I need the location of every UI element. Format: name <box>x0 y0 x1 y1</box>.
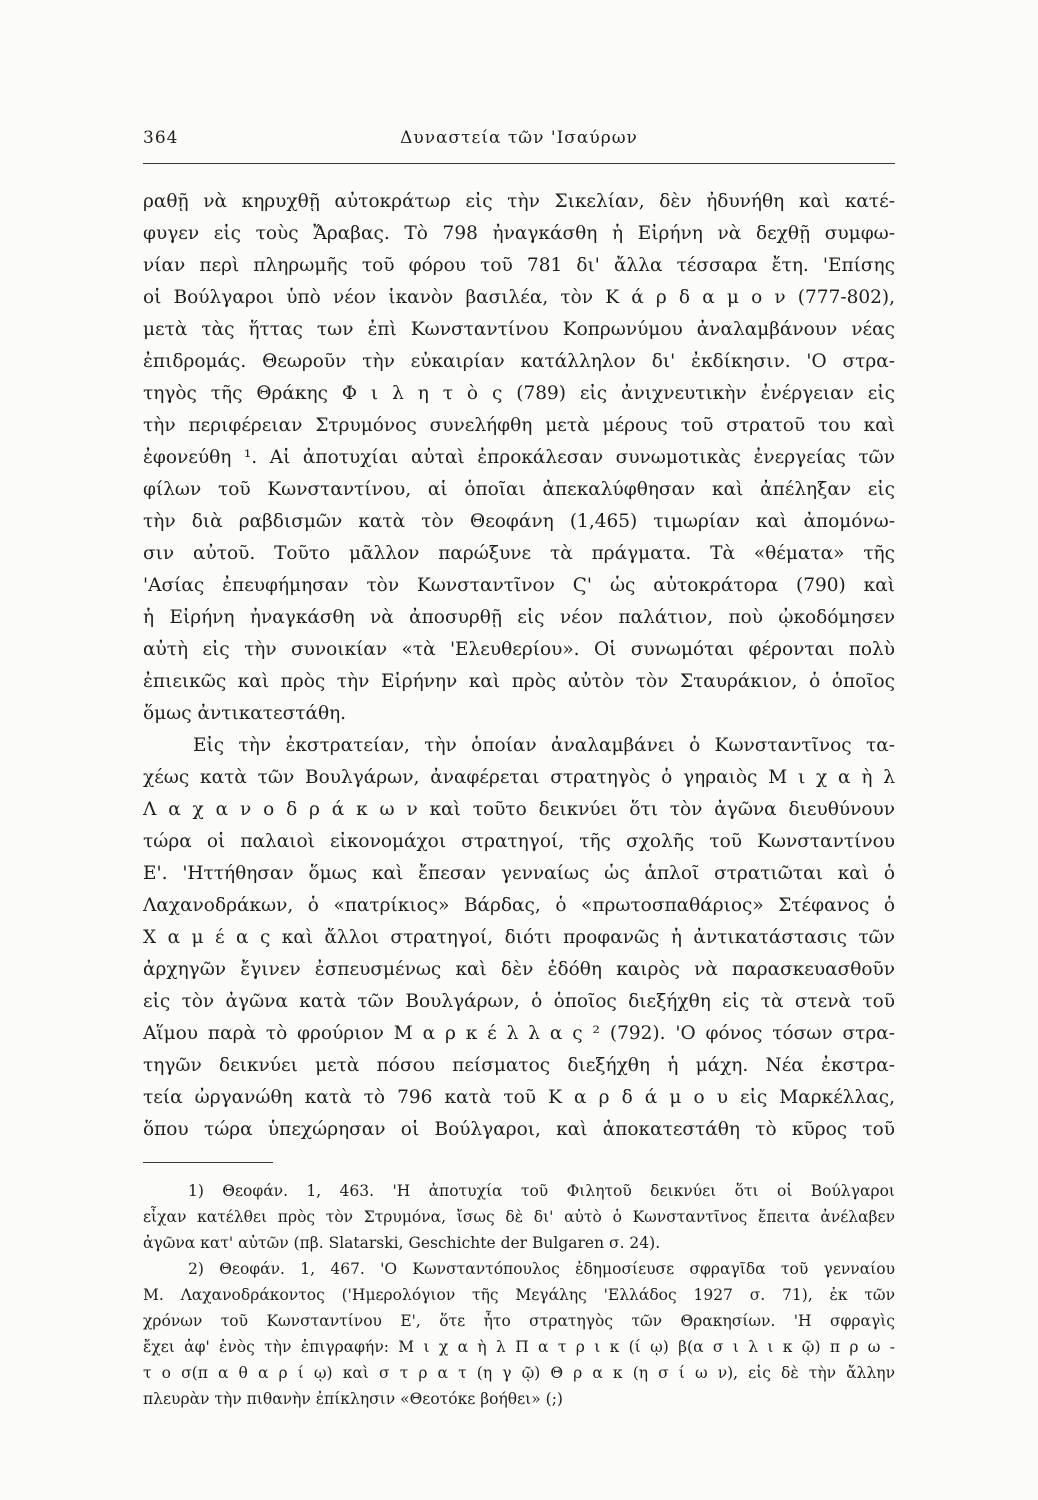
text-line: τώρα οἱ παλαιοὶ εἰκονομάχοι στρατηγοί, τῆς σχολῆς τοῦ Κωνσταντίνου <box>143 831 895 852</box>
text-line: σιν αὐτοῦ. Τοῦτο μᾶλλον παρώξυνε τὰ πράγματα. Τὰ «θέματα» τῆς <box>143 543 895 564</box>
text-line: τεία ὠργανώθη κατὰ τὸ 796 κατὰ τοῦ Κ α ρ δ ά μ ο υ εἰς Μαρκέλλας, <box>143 1087 895 1108</box>
text-line: ὅπου τώρα ὑπεχώρησαν οἱ Βούλγαροι, καὶ ἀποκατεστάθη τὸ κῦρος τοῦ <box>143 1119 895 1140</box>
text-line: φίλων τοῦ Κωνσταντίνου, αἱ ὁποῖαι ἀπεκαλύφθησαν καὶ ἀπέληξαν εἰς <box>143 479 895 500</box>
text-line: νίαν περὶ πληρωμῆς τοῦ φόρου τοῦ 781 δι' ἄλλα τέσσαρα ἔτη. 'Επίσης <box>143 255 895 276</box>
text-line: χέως κατὰ τῶν Βουλγάρων, ἀναφέρεται στρατηγὸς ὁ γηραιὸς Μ ι χ α ὴ λ <box>143 767 895 788</box>
footnote-2-line: Μ. Λαχανοδράκοντος ('Ημερολόγιον τῆς Μεγάλης 'Ελλάδος 1927 σ. 71), ἐκ τῶν <box>143 1286 895 1304</box>
text-line: ἐφονεύθη ¹. Αἱ ἀποτυχίαι αὐταὶ ἐπροκάλεσαν συνωμοτικὰς ἐνεργείας τῶν <box>143 447 895 468</box>
page-header <box>143 128 895 156</box>
text-line: οἱ Βούλγαροι ὑπὸ νέον ἱκανὸν βασιλέα, τὸν Κ ά ρ δ α μ ο ν (777-802), <box>143 287 895 308</box>
footnote-1-line: ἀγῶνα κατ' αὐτῶν (πβ. Slatarski, Geschichte der Bulgaren σ. 24). <box>143 1234 661 1252</box>
text-line: τηγὸς τῆς Θράκης Φ ι λ η τ ὸ ς (789) εἰς ἀνιχνευτικὴν ἐνέργειαν εἰς <box>143 383 895 404</box>
text-line: Αἵμου παρὰ τὸ φρούριον Μ α ρ κ έ λ λ α ς ² (792). 'Ο φόνος τόσων στρα- <box>143 1023 895 1044</box>
text-line: Λ α χ α ν ο δ ρ ά κ ω ν καὶ τοῦτο δεικνύει ὅτι τὸν ἀγῶνα διευθύνουν <box>143 799 895 820</box>
footnote-2-line: χρόνων τοῦ Κωνσταντίνου Ε', ὅτε ἦτο στρατηγὸς τῶν Θρακησίων. 'Η σφραγὶς <box>143 1312 895 1330</box>
footnote-1-line: 1) Θεοφάν. 1, 463. 'Η ἀποτυχία τοῦ Φιλητοῦ δεικνύει ὅτι οἱ Βούλγαροι <box>188 1182 895 1200</box>
text-line: φυγεν εἰς τοὺς Ἄραβας. Τὸ 798 ἠναγκάσθη ἡ Εἰρήνη νὰ δεχθῇ συμφω- <box>143 223 895 244</box>
running-head: Δυναστεία τῶν 'Ισαύρων <box>400 128 638 148</box>
text-line: ὅμως ἀντικατεστάθη. <box>143 703 347 724</box>
header-rule <box>143 163 895 164</box>
text-line: ἡ Εἰρήνη ἠναγκάσθη νὰ ἀποσυρθῇ εἰς νέον παλάτιον, ποὺ ᾠκοδόμησεν <box>143 607 895 628</box>
page-number: 364 <box>143 128 179 148</box>
text-line: ἐπιεικῶς καὶ πρὸς τὴν Εἰρήνην καὶ πρὸς αὐτὸν τὸν Σταυράκιον, ὁ ὁποῖος <box>143 671 895 692</box>
paragraph-first-line: Εἰς τὴν ἐκστρατείαν, τὴν ὁποίαν ἀναλαμβάνει ὁ Κωνσταντῖνος τα- <box>193 735 895 756</box>
text-line: ραθῇ νὰ κηρυχθῇ αὐτοκράτωρ εἰς τὴν Σικελίαν, δὲν ἠδυνήθη καὶ κατέ- <box>143 191 895 212</box>
text-line: Χ α μ έ α ς καὶ ἄλλοι στρατηγοί, διότι προφανῶς ἡ ἀντικατάστασις τῶν <box>143 927 895 948</box>
text-line: Ε'. 'Ηττήθησαν ὅμως καὶ ἔπεσαν γενναίως ὡς ἁπλοῖ στρατιῶται καὶ ὁ <box>143 863 895 884</box>
footnote-1-line: εἶχαν κατέλθει πρὸς τὸν Στρυμόνα, ἴσως δὲ δι' αὐτὸ ὁ Κωνσταντῖνος ἔπειτα ἀνέλαβεν <box>143 1208 895 1226</box>
text-line: ἐπιδρομάς. Θεωροῦν τὴν εὐκαιρίαν κατάλληλον δι' ἐκδίκησιν. 'Ο στρα- <box>143 351 895 372</box>
text-line: 'Ασίας ἐπευφήμησαν τὸν Κωνσταντῖνον Ϛ' ὡς αὐτοκράτορα (790) καὶ <box>143 575 895 596</box>
text-line: τὴν διὰ ραβδισμῶν κατὰ τὸν Θεοφάνη (1,465) τιμωρίαν καὶ ἀπομόνω- <box>143 511 895 532</box>
text-line: ἀρχηγῶν ἔγινεν ἐσπευσμένως καὶ δὲν ἐδόθη καιρὸς νὰ παρασκευασθοῦν <box>143 959 895 980</box>
text-line: τηγῶν δεικνύει μετὰ πόσου πείσματος διεξήχθη ἡ μάχη. Νέα ἐκστρα- <box>143 1055 895 1076</box>
text-line: Λαχανοδράκων, ὁ «πατρίκιος» Βάρδας, ὁ «πρωτοσπαθάριος» Στέφανος ὁ <box>143 895 895 916</box>
footnote-2-line: πλευρὰν τὴν πιθανὴν ἐπίκλησιν «Θεοτόκε βοήθει» (;) <box>143 1390 563 1408</box>
footnote-2-line: τ ο σ(π α θ α ρ ί ῳ) καὶ σ τ ρ α τ (η γ ῷ) Θ ρ α κ (η σ ί ω ν), εἰς δὲ τὴν ἄλλην <box>143 1364 895 1382</box>
footnote-2-line: 2) Θεοφάν. 1, 467. 'Ο Κωνσταντόπουλος ἐδημοσίευσε σφραγῖδα τοῦ γενναίου <box>188 1260 895 1278</box>
text-line: εἰς τὸν ἀγῶνα κατὰ τῶν Βουλγάρων, ὁ ὁποῖος διεξήχθη εἰς τὰ στενὰ τοῦ <box>143 991 895 1012</box>
text-line: μετὰ τὰς ἥττας των ἐπὶ Κωνσταντίνου Κοπρωνύμου ἀναλαμβάνουν νέας <box>143 319 895 340</box>
footnote-2-line: ἔχει ἀφ' ἑνὸς τὴν ἐπιγραφήν: Μ ι χ α ὴ λ Π α τ ρ ι κ (ί ῳ) β(α σ ι λ ι κ ῷ) π ρ ω - <box>143 1338 895 1356</box>
footnote-rule <box>143 1162 273 1163</box>
text-line: τὴν περιφέρειαν Στρυμόνος συνελήφθη μετὰ μέρους τοῦ στρατοῦ του καὶ <box>143 415 895 436</box>
text-line: αὐτὴ εἰς τὴν συνοικίαν «τὰ 'Ελευθερίου». Οἱ συνωμόται φέρονται πολὺ <box>143 639 895 660</box>
